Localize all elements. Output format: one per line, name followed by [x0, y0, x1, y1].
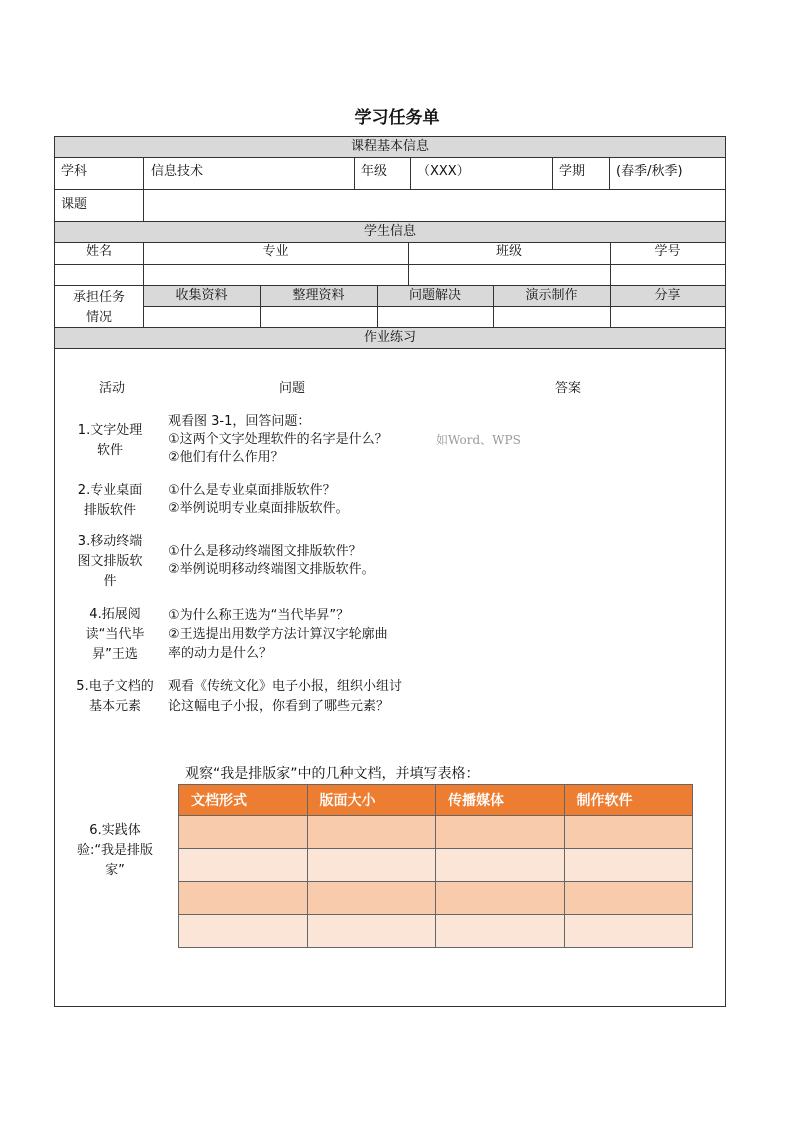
section-student-info: 学生信息: [55, 221, 725, 243]
table-cell[interactable]: [436, 849, 565, 882]
activity-2: 2.专业桌面排版软件: [77, 483, 143, 518]
divider: [410, 158, 411, 190]
activity-3: 3.移动终端图文排版软件: [77, 534, 143, 589]
col-answer-header: 答案: [555, 381, 582, 396]
col-doc-format: 文档形式: [179, 785, 308, 816]
activity-1: 1.文字处理软件: [77, 423, 143, 458]
divider: [408, 242, 409, 285]
tasks-label: [55, 288, 143, 328]
table-cell[interactable]: [307, 915, 436, 948]
table-cell[interactable]: [179, 915, 308, 948]
question-line: ①这两个文字处理软件的名字是什么？: [168, 432, 388, 447]
section-course-info: 课程基本信息: [55, 137, 725, 158]
tasks-label-line2: 情况: [85, 310, 112, 325]
student-header-class: 班级: [495, 244, 522, 259]
task-header-collect: 收集资料: [175, 288, 228, 303]
term-label: 学期: [559, 164, 586, 179]
table-row: [179, 816, 693, 849]
question-line: ①为什么称王选为“当代毕昇”？: [168, 608, 350, 623]
divider: [143, 306, 725, 307]
question-line: 观看图 3-1，回答问题：: [168, 414, 311, 429]
question-line: 论这幅电子小报，你看到了哪些元素？: [168, 699, 390, 714]
table-row: [179, 915, 693, 948]
subject-value[interactable]: 信息技术: [151, 164, 204, 179]
question-5: [168, 677, 402, 717]
table-cell[interactable]: [179, 816, 308, 849]
table-cell[interactable]: [564, 915, 693, 948]
table-cell[interactable]: [179, 849, 308, 882]
question-4: [168, 606, 388, 663]
col-software: 制作软件: [564, 785, 693, 816]
page-title: 学习任务单: [354, 108, 440, 128]
question-1: [168, 413, 388, 467]
term-value[interactable]: (春季/秋季): [616, 164, 683, 179]
divider: [552, 158, 553, 190]
task-header-present: 演示制作: [525, 288, 578, 303]
subject-label: 学科: [61, 164, 88, 179]
table-cell[interactable]: [436, 915, 565, 948]
divider: [143, 158, 144, 190]
tasks-label-line1: 承担任务: [72, 290, 125, 305]
table-cell[interactable]: [564, 816, 693, 849]
question-line: ②王选提出用数学方法计算汉字轮廓曲: [168, 627, 388, 642]
col-layout-size: 版面大小: [307, 785, 436, 816]
divider: [609, 158, 610, 190]
table-header-row: [179, 785, 693, 816]
document-comparison-table: [178, 784, 693, 948]
question-6: 观察“我是排版家”中的几种文档，并填写表格：: [185, 766, 480, 782]
question-line: 观看《传统文化》电子小报，组织小组讨: [168, 679, 403, 694]
student-header-major: 专业: [262, 244, 289, 259]
divider: [610, 242, 611, 285]
divider: [143, 190, 144, 221]
grade-value[interactable]: （XXX）: [417, 164, 470, 179]
task-header-solve: 问题解决: [408, 288, 461, 303]
student-header-name: 姓名: [85, 244, 112, 259]
divider: [354, 158, 355, 190]
table-cell[interactable]: [307, 849, 436, 882]
col-question-header: 问题: [279, 381, 306, 396]
question-line: ①什么是专业桌面排版软件？: [168, 483, 336, 498]
table-row: [179, 882, 693, 915]
table-row: [179, 849, 693, 882]
question-line: ①什么是移动终端图文排版软件？: [168, 544, 362, 559]
answer-hint-1[interactable]: 如Word、WPS: [436, 433, 521, 447]
task-header-organize: 整理资料: [292, 288, 345, 303]
table-cell[interactable]: [307, 882, 436, 915]
student-header-id: 学号: [654, 244, 681, 259]
activity-6: 6.实践体验:“我是排版家”: [76, 823, 154, 878]
section-homework: 作业练习: [55, 327, 725, 349]
col-media: 传播媒体: [436, 785, 565, 816]
question-2: [168, 482, 349, 518]
question-line: 率的动力是什么？: [168, 646, 273, 661]
table-cell[interactable]: [564, 849, 693, 882]
divider: [143, 242, 144, 285]
table-cell[interactable]: [564, 882, 693, 915]
question-line: ②举例说明专业桌面排版软件。: [168, 501, 349, 516]
question-3: [168, 543, 375, 579]
divider: [55, 264, 725, 265]
divider: [55, 189, 725, 190]
col-activity-header: 活动: [99, 381, 126, 396]
question-line: ②他们有什么作用？: [168, 450, 284, 465]
question-line: ②举例说明移动终端图文排版软件。: [168, 562, 375, 577]
table-cell[interactable]: [307, 816, 436, 849]
activity-4: 4.拓展阅读“当代毕昇”王选: [85, 607, 145, 662]
grade-label: 年级: [361, 164, 388, 179]
table-cell[interactable]: [179, 882, 308, 915]
activity-5: 5.电子文档的基本元素: [76, 679, 154, 714]
table-cell[interactable]: [436, 882, 565, 915]
topic-label: 课题: [61, 197, 88, 212]
task-header-share: 分享: [654, 288, 681, 303]
table-cell[interactable]: [436, 816, 565, 849]
